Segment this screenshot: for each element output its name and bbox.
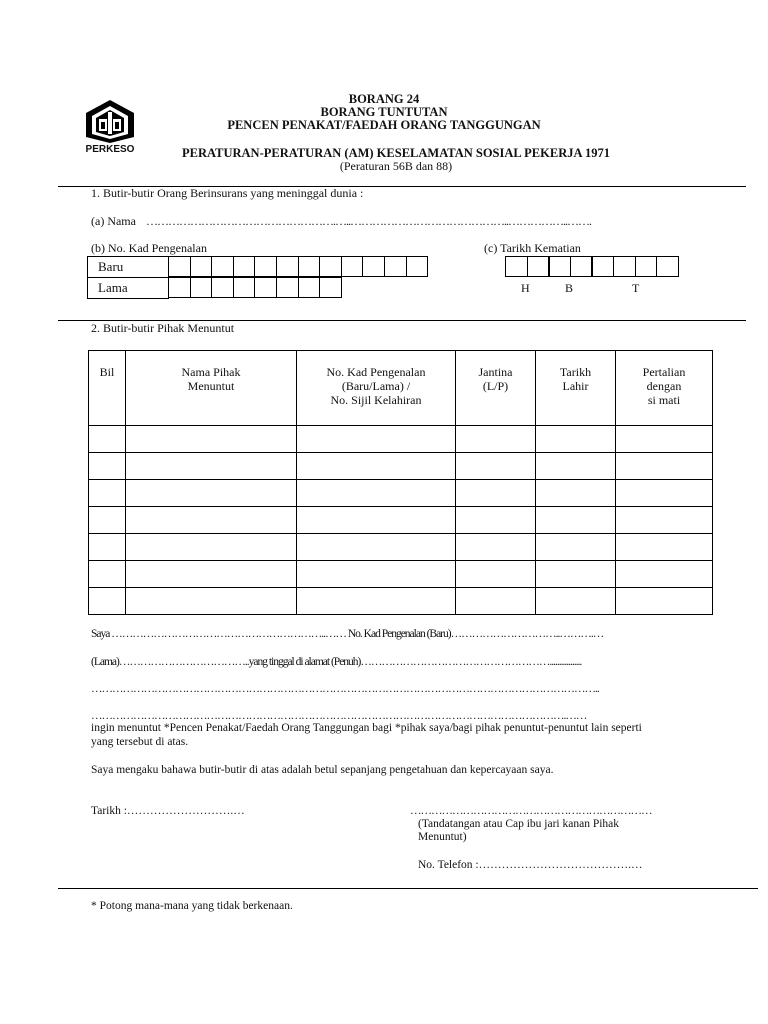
col-bil-l0: Bil (99, 365, 115, 379)
form-number: BORANG 24 (348, 92, 420, 106)
cell-nama[interactable] (126, 480, 297, 507)
divider-bottom (58, 888, 758, 889)
cell-tarikh-lahir[interactable] (536, 588, 616, 615)
cell-pertalian[interactable] (616, 426, 713, 453)
cell-jantina[interactable] (456, 480, 536, 507)
cell-ic[interactable] (297, 426, 456, 453)
cell-ic[interactable] (297, 561, 456, 588)
col-ic-l1: No. Kad Pengenalan (326, 365, 426, 379)
col-tarikh-l1: Lahir (562, 379, 589, 393)
signature-line[interactable]: …………………………………………………………… (410, 805, 652, 817)
declarant-name-ic-line[interactable]: Saya ……………………………………………………..…… No. Kad Pengenalan (Baru)…………………………..……….… (91, 628, 604, 640)
col-jantina-l1: (L/P) (482, 379, 509, 393)
cell-jantina[interactable] (456, 426, 536, 453)
form-title: BORANG TUNTUTAN (320, 105, 448, 119)
ic-baru-digit[interactable] (319, 256, 342, 277)
ic-baru-digit[interactable] (341, 256, 364, 277)
cell-pertalian[interactable] (616, 588, 713, 615)
lama-label: Lama (98, 280, 128, 295)
section2-title: 2. Butir-butir Pihak Menuntut (91, 321, 235, 335)
col-nama-l0: Nama Pihak (181, 365, 241, 379)
ic-lama-digit[interactable] (233, 277, 256, 298)
cell-nama[interactable] (126, 507, 297, 534)
ic-lama-digit[interactable] (190, 277, 213, 298)
date-year-digit[interactable] (591, 256, 614, 277)
cell-pertalian[interactable] (616, 507, 713, 534)
cell-ic[interactable] (297, 453, 456, 480)
claimants-body (89, 426, 713, 615)
ic-type-divider (87, 277, 169, 278)
table-row[interactable] (89, 588, 713, 615)
cell-jantina[interactable] (456, 588, 536, 615)
ic-baru-digit[interactable] (406, 256, 429, 277)
ic-baru-cells[interactable] (168, 256, 428, 277)
section1-title: 1. Butir-butir Orang Berinsurans yang meninggal dunia : (91, 186, 364, 200)
regulation-title: PERATURAN-PERATURAN (AM) KESELAMATAN SOSIAL PEKERJA 1971 (182, 146, 610, 160)
day-label: H (521, 281, 530, 295)
date-day-digit[interactable] (527, 256, 550, 277)
ic-baru-digit[interactable] (362, 256, 385, 277)
cell-ic[interactable] (297, 588, 456, 615)
form-subtitle: PENCEN PENAKAT/FAEDAH ORANG TANGGUNGAN (227, 118, 541, 132)
col-ic-l3: No. Sijil Kelahiran (330, 393, 422, 407)
cell-pertalian[interactable] (616, 480, 713, 507)
col-ic (297, 351, 456, 426)
date-of-death-cells[interactable] (505, 256, 679, 277)
address-line-2[interactable]: ……………………………………………………………………………………………………………………….…… (91, 710, 587, 722)
ic-baru-digit[interactable] (233, 256, 256, 277)
table-header-row (89, 351, 713, 426)
date-month-digit[interactable] (548, 256, 571, 277)
col-pertalian-l2: si mati (647, 393, 681, 407)
ic-lama-digit[interactable] (254, 277, 277, 298)
date-day-digit[interactable] (505, 256, 528, 277)
col-tarikh-lahir (536, 351, 616, 426)
cell-bil[interactable] (89, 561, 126, 588)
col-pertalian (616, 351, 713, 426)
date-month-digit[interactable] (570, 256, 593, 277)
cell-ic[interactable] (297, 480, 456, 507)
cell-tarikh-lahir[interactable] (536, 507, 616, 534)
ic-baru-digit[interactable] (168, 256, 191, 277)
cell-ic[interactable] (297, 507, 456, 534)
col-nama (126, 351, 297, 426)
footnote: * Potong mana-mana yang tidak berkenaan. (91, 900, 293, 912)
cell-jantina[interactable] (456, 561, 536, 588)
claim-statement-line2: yang tersebut di atas. (91, 736, 189, 748)
col-tarikh-l0: Tarikh (559, 365, 592, 379)
cell-bil[interactable] (89, 453, 126, 480)
signature-label-line1: (Tandatangan atau Cap ibu jari kanan Pihak (418, 818, 620, 830)
col-ic-l2: (Baru/Lama) / (341, 379, 411, 393)
cell-tarikh-lahir[interactable] (536, 426, 616, 453)
ic-baru-digit[interactable] (276, 256, 299, 277)
cell-jantina[interactable] (456, 534, 536, 561)
ic-lama-digit[interactable] (211, 277, 234, 298)
cell-ic[interactable] (297, 534, 456, 561)
ic-baru-digit[interactable] (190, 256, 213, 277)
col-jantina (456, 351, 536, 426)
ic-lama-cells[interactable] (168, 277, 342, 298)
col-nama-l1: Menuntut (187, 379, 235, 393)
cell-nama[interactable] (126, 426, 297, 453)
ic-baru-digit[interactable] (211, 256, 234, 277)
ic-lama-digit[interactable] (276, 277, 299, 298)
ic-baru-digit[interactable] (254, 256, 277, 277)
cell-tarikh-lahir[interactable] (536, 453, 616, 480)
regulation-ref: (Peraturan 56B dan 88) (339, 159, 453, 173)
cell-nama[interactable] (126, 453, 297, 480)
year-label: T (632, 281, 640, 295)
logo-text: PERKESO (85, 144, 135, 155)
ic-label: (b) No. Kad Pengenalan (91, 241, 207, 255)
cell-tarikh-lahir[interactable] (536, 561, 616, 588)
date-year-digit[interactable] (656, 256, 679, 277)
confirmation-statement: Saya mengaku bahawa butir-butir di atas adalah betul sepanjang pengetahuan dan kepercayaan saya. (91, 764, 554, 776)
signature-label-line2: Menuntut) (418, 831, 467, 843)
cell-tarikh-lahir[interactable] (536, 534, 616, 561)
nama-field[interactable]: …………………………………………….…..……………………………………..……………..……. (146, 214, 591, 228)
ic-lama-digit[interactable] (168, 277, 191, 298)
cell-jantina[interactable] (456, 507, 536, 534)
table-row[interactable] (89, 561, 713, 588)
table-row[interactable] (89, 453, 713, 480)
date-year-digit[interactable] (613, 256, 636, 277)
ic-lama-digit[interactable] (298, 277, 321, 298)
table-row[interactable] (89, 480, 713, 507)
cell-pertalian[interactable] (616, 453, 713, 480)
cell-jantina[interactable] (456, 453, 536, 480)
baru-label: Baru (98, 259, 124, 274)
date-year-digit[interactable] (635, 256, 658, 277)
address-line-1[interactable]: ……………………………………………………………………………………………………………………………….. (91, 683, 599, 695)
telefon-field[interactable]: No. Telefon :………………………………….… (418, 859, 643, 871)
cell-bil[interactable] (89, 480, 126, 507)
lama-address-line[interactable]: (Lama)………………………………..yang tinggal di alamat (Penuh)………………………………………………................. (91, 656, 582, 668)
cell-nama[interactable] (126, 534, 297, 561)
table-row[interactable] (89, 534, 713, 561)
cell-bil[interactable] (89, 507, 126, 534)
ic-lama-digit[interactable] (319, 277, 342, 298)
col-pertalian-l1: dengan (646, 379, 682, 393)
col-pertalian-l0: Pertalian (642, 365, 686, 379)
cell-nama[interactable] (126, 588, 297, 615)
cell-pertalian[interactable] (616, 561, 713, 588)
cell-nama[interactable] (126, 561, 297, 588)
claim-statement-line1: ingin menuntut *Pencen Penakat/Faedah Orang Tanggungan bagi *pihak saya/bagi pihak penuntut-penuntut lain seperti (91, 722, 642, 734)
col-bil (89, 351, 126, 426)
ic-baru-digit[interactable] (298, 256, 321, 277)
date-of-death-label: (c) Tarikh Kematian (484, 241, 581, 255)
cell-pertalian[interactable] (616, 534, 713, 561)
col-ic-l0 (297, 351, 455, 365)
cell-bil[interactable] (89, 588, 126, 615)
table-row[interactable] (89, 507, 713, 534)
cell-tarikh-lahir[interactable] (536, 480, 616, 507)
tarikh-field[interactable]: Tarikh :……………………….… (91, 805, 245, 817)
nama-label: (a) Nama (91, 214, 136, 228)
ic-baru-digit[interactable] (384, 256, 407, 277)
col-jantina-l0: Jantina (478, 365, 513, 379)
claimants-table (88, 350, 713, 615)
month-label: B (565, 281, 574, 295)
cell-bil[interactable] (89, 426, 126, 453)
table-row[interactable] (89, 426, 713, 453)
cell-bil[interactable] (89, 534, 126, 561)
